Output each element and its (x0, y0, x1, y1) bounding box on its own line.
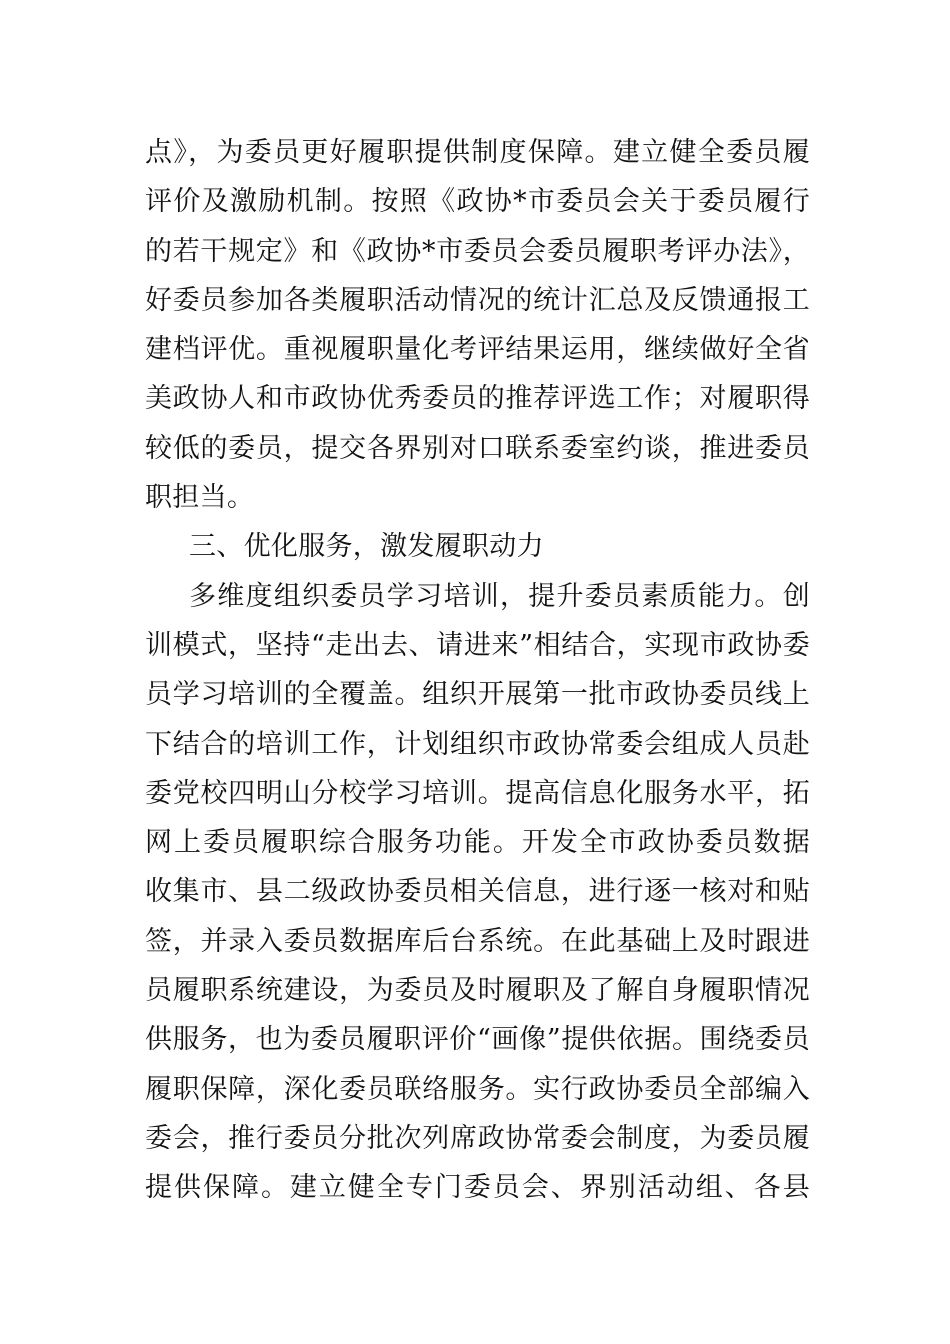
section-heading: 三、优化服务，激发履职动力 (189, 531, 544, 563)
text-line: 员学习培训的全覆盖。组织开展第一批市政协委员线上 (145, 679, 810, 711)
text-line: 下结合的培训工作，计划组织市政协常委会组成人员赴 (145, 728, 810, 760)
text-line: 美政协人和市政协优秀委员的推荐评选工作；对履职得 (145, 383, 810, 415)
text-line: 的若干规定》和《政协*市委员会委员履职考评办法》， (145, 235, 810, 267)
paragraph-first-line: 多维度组织委员学习培训，提升委员素质能力。创 (189, 580, 810, 612)
text-line: 委会，推行委员分批次列席政协常委会制度，为委员履 (145, 1122, 810, 1154)
text-line: 职担当。 (145, 482, 255, 514)
text-line: 收集市、县二级政协委员相关信息，进行逐一核对和贴 (145, 876, 810, 908)
text-line: 建档评优。重视履职量化考评结果运用，继续做好全省 (145, 334, 810, 366)
text-line: 签，并录入委员数据库后台系统。在此基础上及时跟进 (145, 925, 810, 957)
text-line: 好委员参加各类履职活动情况的统计汇总及反馈通报工 (145, 284, 810, 316)
text-line: 较低的委员，提交各界别对口联系委室约谈，推进委员 (145, 432, 810, 464)
text-line: 评价及激励机制。按照《政协*市委员会关于委员履行 (145, 186, 810, 218)
text-line: 训模式，坚持“走出去、请进来”相结合，实现市政协委 (145, 629, 810, 661)
text-line: 委党校四明山分校学习培训。提高信息化服务水平，拓 (145, 777, 810, 809)
text-line: 网上委员履职综合服务功能。开发全市政协委员数据 (145, 827, 810, 859)
text-line: 员履职系统建设，为委员及时履职及了解自身履职情况 (145, 975, 810, 1007)
text-line: 供服务，也为委员履职评价“画像”提供依据。围绕委员 (145, 1024, 810, 1056)
text-line: 履职保障，深化委员联络服务。实行政协委员全部编入 (145, 1073, 810, 1105)
text-line: 提供保障。建立健全专门委员会、界别活动组、各县 (145, 1172, 810, 1204)
text-line: 点》，为委员更好履职提供制度保障。建立健全委员履 (145, 137, 810, 168)
body-text (145, 128, 810, 1213)
